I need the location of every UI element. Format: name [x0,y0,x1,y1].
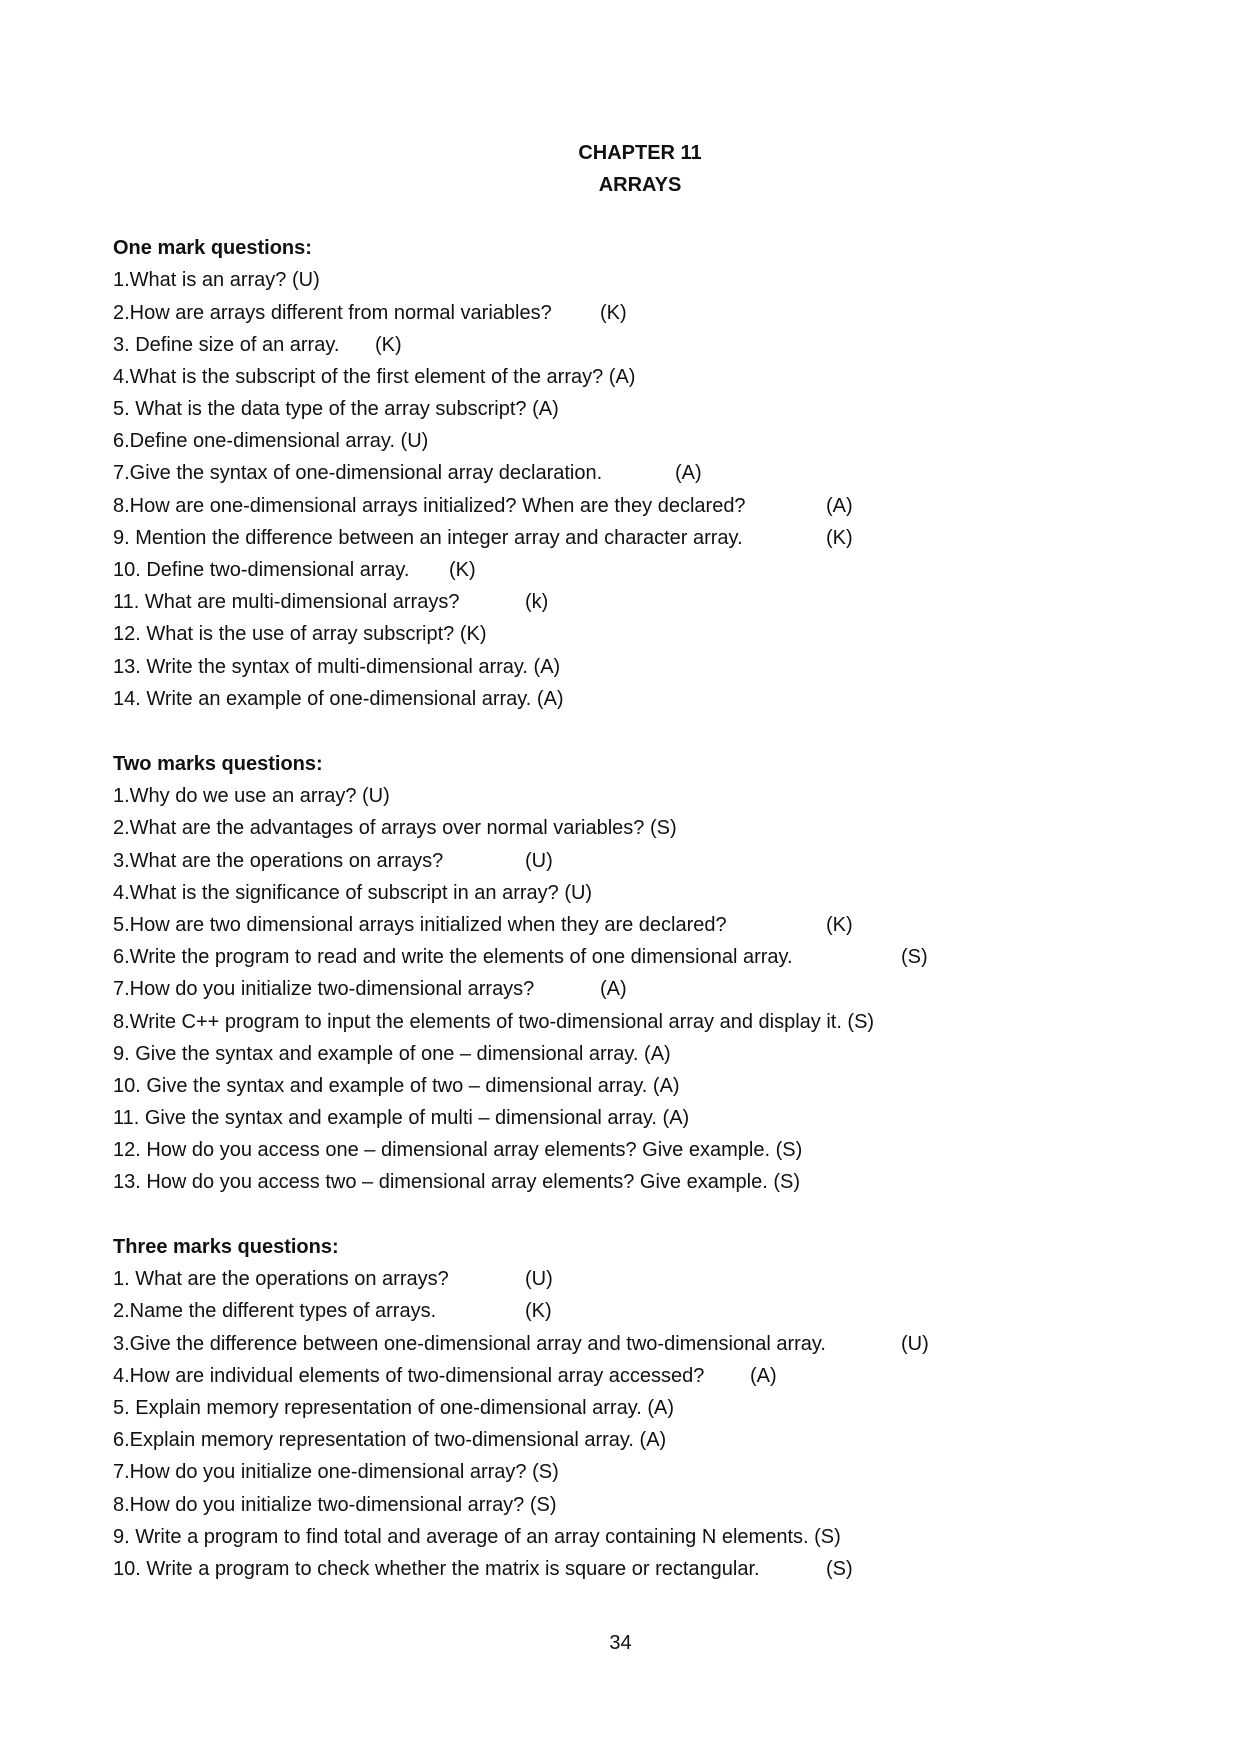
difficulty-tag: (K) [449,559,476,581]
section-heading-two-marks: Two marks questions: [113,753,323,775]
question-text: 9. Mention the difference between an integer array and character array. [113,527,743,549]
question-text: 10. Give the syntax and example of two – dimensional array. (A) [113,1075,680,1097]
question-text: 8.How are one-dimensional arrays initialized? When are they declared? [113,495,746,517]
section-heading-three-marks: Three marks questions: [113,1236,339,1258]
question-text: 10. Write a program to check whether the matrix is square or rectangular. [113,1558,760,1580]
question-text: 14. Write an example of one-dimensional array. (A) [113,688,564,710]
question-text: 12. What is the use of array subscript? (K) [113,623,487,645]
difficulty-tag: (S) [901,946,928,968]
question-text: 4.How are individual elements of two-dimensional array accessed? [113,1365,705,1387]
difficulty-tag: (K) [826,527,853,549]
question-text: 2.What are the advantages of arrays over normal variables? (S) [113,817,677,839]
question-text: 6.Explain memory representation of two-dimensional array. (A) [113,1429,667,1451]
section-heading-one-mark: One mark questions: [113,237,312,259]
difficulty-tag: (K) [600,302,627,324]
difficulty-tag: (A) [675,462,702,484]
difficulty-tag: (A) [600,978,627,1000]
question-text: 1. What are the operations on arrays? [113,1268,449,1290]
question-text: 5.How are two dimensional arrays initialized when they are declared? [113,914,727,936]
question-text: 6.Define one-dimensional array. (U) [113,430,429,452]
question-text: 5. Explain memory representation of one-dimensional array. (A) [113,1397,674,1419]
difficulty-tag: (A) [826,495,853,517]
question-text: 6.Write the program to read and write the elements of one dimensional array. [113,946,793,968]
question-text: 3. Define size of an array. [113,334,340,356]
question-text: 8.Write C++ program to input the elements of two-dimensional array and display it. (S) [113,1011,875,1033]
difficulty-tag: (U) [525,850,553,872]
question-text: 13. Write the syntax of multi-dimensional array. (A) [113,656,561,678]
difficulty-tag: (K) [826,914,853,936]
difficulty-tag: (U) [901,1333,929,1355]
question-text: 8.How do you initialize two-dimensional array? (S) [113,1494,557,1516]
question-text: 7.How do you initialize two-dimensional arrays? [113,978,535,1000]
chapter-title: ARRAYS [598,174,682,196]
difficulty-tag: (U) [525,1268,553,1290]
question-text: 5. What is the data type of the array subscript? (A) [113,398,559,420]
question-text: 3.What are the operations on arrays? [113,850,444,872]
difficulty-tag: (K) [525,1300,552,1322]
question-text: 7.How do you initialize one-dimensional array? (S) [113,1461,559,1483]
question-text: 2.How are arrays different from normal variables? [113,302,552,324]
chapter-number: CHAPTER 11 [578,142,702,164]
question-text: 1.Why do we use an array? (U) [113,785,390,807]
question-text: 2.Name the different types of arrays. [113,1300,437,1322]
question-text: 9. Give the syntax and example of one – dimensional array. (A) [113,1043,671,1065]
question-text: 13. How do you access two – dimensional array elements? Give example. (S) [113,1171,800,1193]
question-text: 7.Give the syntax of one-dimensional array declaration. [113,462,603,484]
difficulty-tag: (K) [375,334,402,356]
question-text: 3.Give the difference between one-dimensional array and two-dimensional array. [113,1333,826,1355]
question-text: 10. Define two-dimensional array. [113,559,410,581]
question-text: 1.What is an array? (U) [113,269,320,291]
question-text: 9. Write a program to find total and average of an array containing N elements. (S) [113,1526,841,1548]
difficulty-tag: (A) [750,1365,777,1387]
question-text: 11. What are multi-dimensional arrays? [113,591,460,613]
page-number: 34 [609,1632,632,1654]
question-text: 4.What is the subscript of the first element of the array? (A) [113,366,636,388]
question-text: 12. How do you access one – dimensional array elements? Give example. (S) [113,1139,803,1161]
question-text: 4.What is the significance of subscript in an array? (U) [113,882,593,904]
difficulty-tag: (k) [525,591,549,613]
question-text: 11. Give the syntax and example of multi – dimensional array. (A) [113,1107,690,1129]
difficulty-tag: (S) [826,1558,853,1580]
